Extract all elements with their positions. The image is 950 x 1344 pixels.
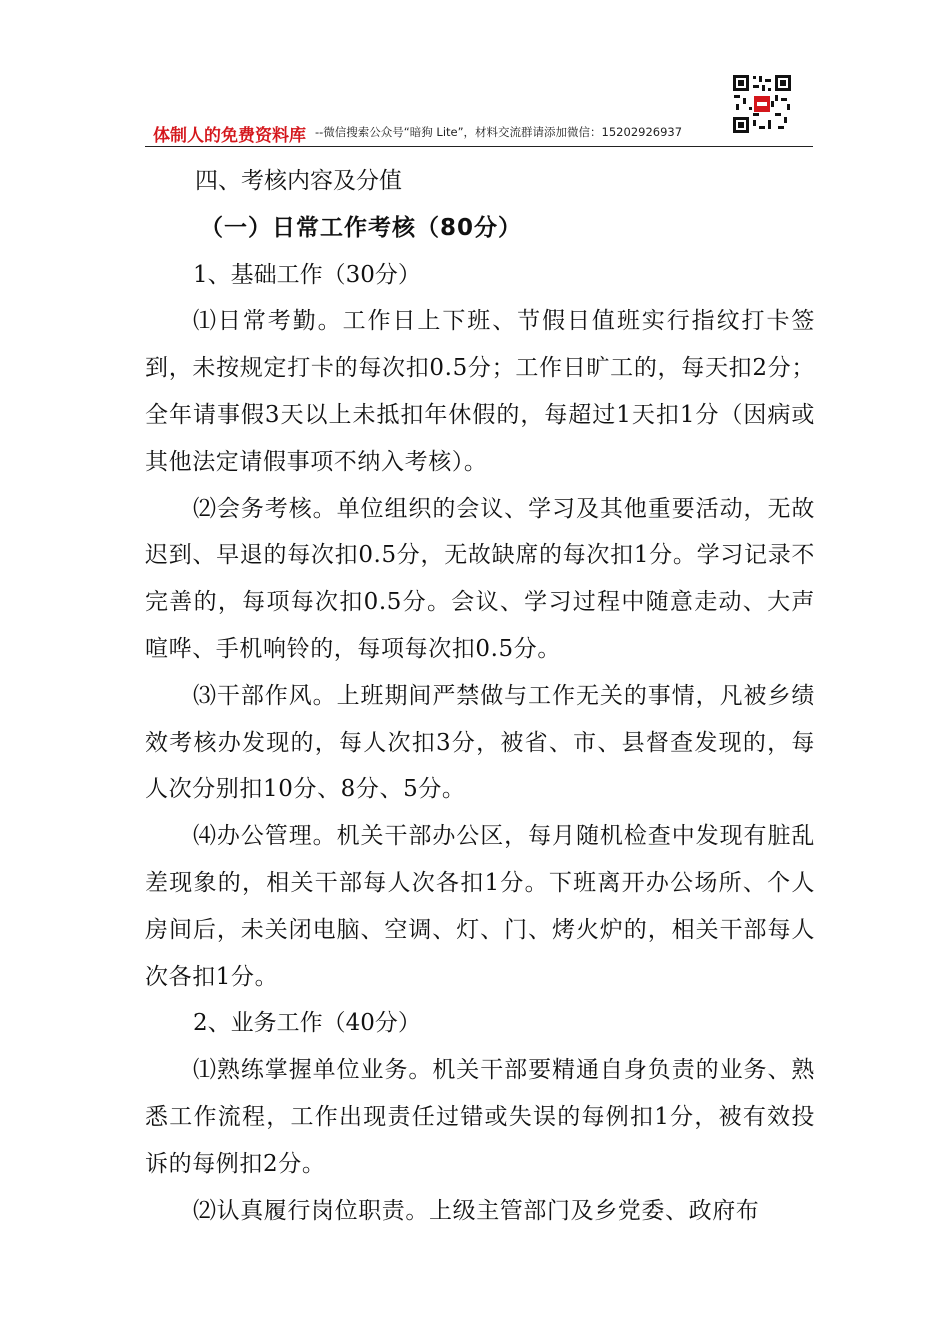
paragraph: ⑶干部作风。上班期间严禁做与工作无关的事情，凡被乡绩效考核办发现的，每人次扣3分，被省、市、县督查发现的，每人次分别扣10分、8分、5分。 <box>145 682 815 803</box>
item-heading: 2、业务工作（40分） <box>193 1010 421 1037</box>
subsection-heading: （一）日常工作考核（80分） <box>200 214 523 241</box>
document-body <box>145 158 815 1234</box>
paragraph: ⑵会务考核。单位组织的会议、学习及其他重要活动，无故迟到、早退的每次扣0.5分，无故缺席的每次扣1分。学习记录不完善的，每项每次扣0.5分。会议、学习过程中随意走动、大声喧哗、手机响铃的，每项每次扣0.5分。 <box>145 495 815 662</box>
section-heading: 四、考核内容及分值 <box>195 168 402 194</box>
qr-code-icon <box>731 73 793 135</box>
brand-title: 体制人的免费资料库 <box>153 126 306 146</box>
paragraph: ⑷办公管理。机关干部办公区，每月随机检查中发现有脏乱差现象的，相关干部每人次各扣1分。下班离开办公场所、个人房间后，未关闭电脑、空调、灯、门、烤火炉的，相关干部每人次各扣1分。 <box>145 823 815 990</box>
paragraph: ⑵认真履行岗位职责。上级主管部门及乡党委、政府布 <box>193 1197 760 1224</box>
item-heading: 1、基础工作（30分） <box>193 261 421 288</box>
header-note: --微信搜索公众号“暗狗 Lite”，材料交流群请添加微信：15202926937 <box>315 125 683 139</box>
paragraph: ⑴熟练掌握单位业务。机关干部要精通自身负责的业务、熟悉工作流程，工作出现责任过错或失误的每例扣1分，被有效投诉的每例扣2分。 <box>145 1057 815 1177</box>
page-header <box>145 118 813 147</box>
paragraph: ⑴日常考勤。工作日上下班、节假日值班实行指纹打卡签到，未按规定打卡的每次扣0.5分；工作日旷工的，每天扣2分；全年请事假3天以上未抵扣年休假的，每超过1天扣1分（因病或其他法定请假事项不纳入考核）。 <box>145 308 815 475</box>
